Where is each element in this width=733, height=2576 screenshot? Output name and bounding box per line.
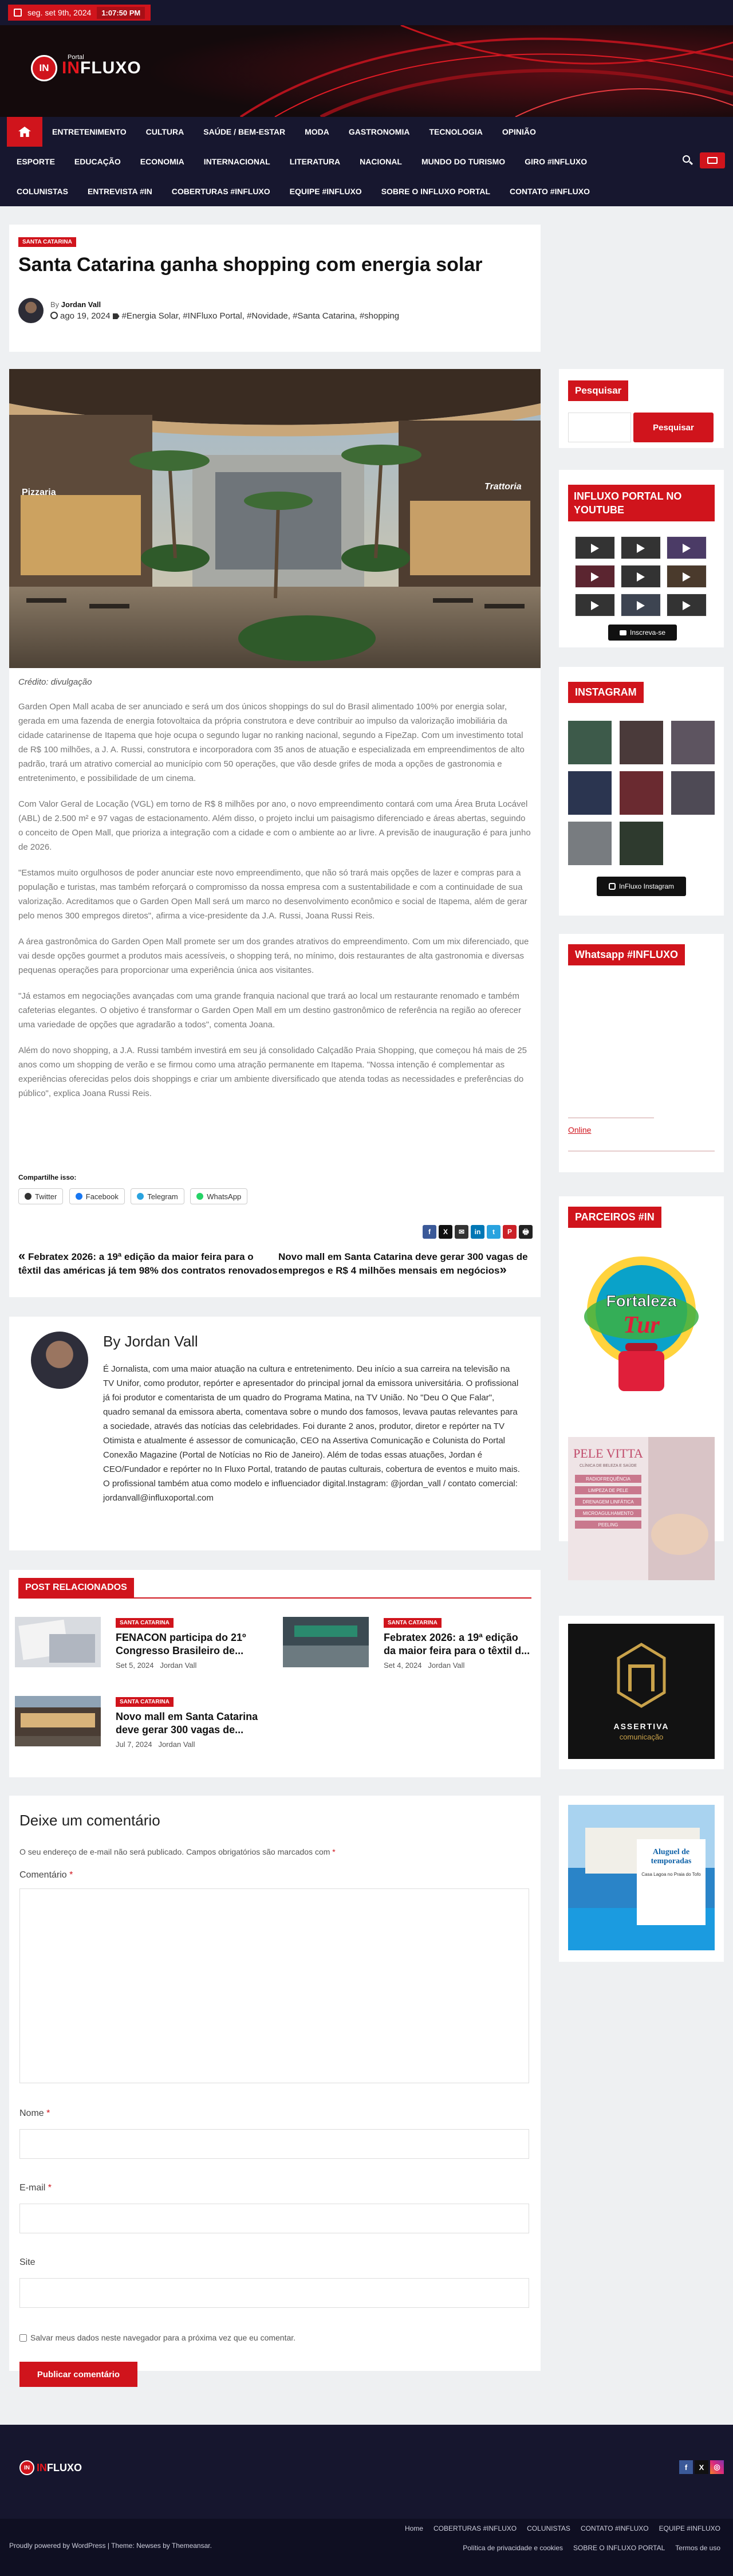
partners-widget-title: PARCEIROS #IN <box>568 1207 661 1228</box>
share-facebook-button[interactable]: Facebook <box>69 1188 125 1204</box>
youtube-video-thumb[interactable] <box>621 594 661 616</box>
nav-item[interactable]: OPINIÃO <box>502 127 536 136</box>
partner-ad-pele-vitta[interactable] <box>568 1437 715 1580</box>
logo-badge: IN <box>31 55 57 81</box>
print-icon[interactable]: 🖶 <box>519 1225 533 1239</box>
youtube-video-thumb[interactable] <box>575 536 615 559</box>
footer-link[interactable]: Termos de uso <box>675 2544 720 2552</box>
partner-ad2-service: MICROAGULHAMENTO <box>582 1511 634 1516</box>
search-widget-title: Pesquisar <box>568 380 628 401</box>
nav-item[interactable]: COLUNISTAS <box>17 187 68 196</box>
related-item[interactable] <box>15 1696 273 1753</box>
site-input[interactable] <box>19 2278 529 2308</box>
related-thumbnail <box>15 1696 101 1746</box>
nav-row-2 <box>7 147 597 176</box>
related-item[interactable] <box>15 1617 273 1674</box>
logo-portal-text: Portal <box>68 54 84 61</box>
nav-item[interactable]: GIRO #INFLUXO <box>525 157 588 166</box>
related-author[interactable]: Jordan Vall <box>428 1661 465 1670</box>
article-paragraph: "Já estamos em negociações avançadas com uma grande franquia nacional que trará ao local um restaurante renomado e também cafeterias elegantes. O objetivo é transformar o Garden Open Mall em um destino gastronômico de referência na região ao oferecer uma variedade de opções que agradarão a todos", comenta Joana. <box>18 991 521 1030</box>
author-box <box>9 1317 541 1550</box>
whatsapp-divider <box>568 1117 654 1118</box>
related-thumbnail <box>283 1617 369 1667</box>
monitor-icon[interactable] <box>700 152 725 168</box>
x-share-icon[interactable]: X <box>439 1225 452 1239</box>
instagram-widget-title: INSTAGRAM <box>568 682 644 703</box>
youtube-subscribe-button[interactable]: Inscreva-se <box>608 625 677 641</box>
article-title: Santa Catarina ganha shopping com energia solar <box>18 254 483 276</box>
search-icon[interactable] <box>683 155 693 166</box>
author-avatar[interactable] <box>18 298 44 323</box>
clock-icon <box>50 312 58 319</box>
name-input[interactable] <box>19 2129 529 2159</box>
assertiva-sub: comunicação <box>619 1733 664 1741</box>
double-left-arrow-icon: « <box>18 1248 26 1263</box>
instagram-icon <box>609 883 616 890</box>
double-right-arrow-icon: » <box>499 1262 507 1277</box>
nav-item[interactable]: GASTRONOMIA <box>348 127 410 136</box>
nav-item[interactable]: CONTATO #INFLUXO <box>510 187 590 196</box>
instagram-post[interactable] <box>568 822 612 865</box>
nav-item[interactable]: TECNOLOGIA <box>429 127 483 136</box>
related-title[interactable]: Febratex 2026: a 19ª edição da maior feira para o têxtil d... <box>384 1632 530 1656</box>
comment-form <box>9 1796 541 2379</box>
rental-ad-line3: Casa Lagoa no Praia do Tofo <box>641 1872 701 1877</box>
related-thumbnail <box>15 1617 101 1667</box>
youtube-video-thumb[interactable] <box>575 565 615 588</box>
footer-social <box>677 2460 724 2474</box>
related-title[interactable]: Novo mall em Santa Catarina deve gerar 300 vagas de... <box>116 1711 258 1735</box>
footer-link[interactable]: COLUNISTAS <box>527 2524 570 2532</box>
partner-ad-assertiva[interactable] <box>568 1624 715 1759</box>
article-body <box>9 369 541 1297</box>
author-box-avatar[interactable] <box>31 1332 88 1389</box>
youtube-video-thumb[interactable] <box>667 536 707 559</box>
nav-item[interactable]: INTERNACIONAL <box>203 157 270 166</box>
date-box <box>8 5 151 21</box>
email-share-icon[interactable]: ✉ <box>455 1225 468 1239</box>
related-item[interactable] <box>283 1617 541 1674</box>
nav-item[interactable]: ENTRETENIMENTO <box>52 127 127 136</box>
related-date: Jul 7, 2024 <box>116 1740 152 1749</box>
partner-ad2-service: DRENAGEM LINFÁTICA <box>582 1499 634 1505</box>
nav-item[interactable]: MUNDO DO TURISMO <box>421 157 506 166</box>
search-widget <box>559 369 724 448</box>
related-author[interactable]: Jordan Vall <box>160 1661 197 1670</box>
instagram-widget <box>559 667 724 916</box>
site-label: Site <box>19 2257 36 2267</box>
related-posts <box>9 1570 541 1777</box>
author-link[interactable]: Jordan Vall <box>61 300 101 309</box>
pinterest-share-icon[interactable]: P <box>503 1225 517 1239</box>
comment-label: Comentário * <box>19 1870 73 1880</box>
youtube-video-thumb[interactable] <box>667 565 707 588</box>
share-twitter-button[interactable]: Twitter <box>18 1188 63 1204</box>
footer-facebook-icon[interactable]: f <box>679 2460 693 2474</box>
footer-x-icon[interactable]: X <box>695 2460 708 2474</box>
name-label: Nome * <box>19 2108 50 2118</box>
image-sign-left: Pizzaria <box>22 488 56 497</box>
youtube-widget <box>559 470 724 647</box>
top-bar <box>0 0 733 25</box>
footer-link[interactable]: SOBRE O INFLUXO PORTAL <box>573 2544 665 2552</box>
related-category[interactable]: SANTA CATARINA <box>384 1618 442 1628</box>
share-label: Compartilhe isso: <box>18 1173 77 1181</box>
nav-item[interactable]: SAÚDE / BEM-ESTAR <box>203 127 286 136</box>
home-button[interactable] <box>7 117 42 147</box>
article-paragraph: A área gastronômica do Garden Open Mall promete ser um dos grandes atrativos do empreendimento. Com um mix diferenciado, que vai desde opções gourmet a produtos mais acessíveis, o shopping terá, no mínimo, dois restaurantes de alta gastronomia e diversas pequenas operações para proporcionar uma experiência única aos visitantes. <box>18 937 529 975</box>
nav-row-3 <box>7 176 600 206</box>
rental-ad-line1: Aluguel de <box>652 1848 690 1856</box>
email-input[interactable] <box>19 2204 529 2233</box>
instagram-post[interactable] <box>620 721 663 764</box>
partner-ad-rental[interactable] <box>568 1805 715 1950</box>
current-time: 1:07:50 PM <box>97 7 145 19</box>
footer-links-row-1 <box>395 2524 720 2532</box>
nav-item[interactable]: LITERATURA <box>289 157 341 166</box>
nav-item[interactable]: ENTREVISTA #IN <box>87 187 152 196</box>
article-paragraph: Com Valor Geral de Locação (VGL) em torno de R$ 8 milhões por ano, o novo empreendimento contará com uma Área Bruta Locável (ABL) de 2.500 m² e 97 vagas de estacionamento. Além disso, o projeto inclui um paisagismo diferenciado e áreas abertas, seguindo o conceito de Open Mall, que prioriza a integração com a cidade e com o ambiente ao ar livre. A previsão de inauguração é para junho de 2026. <box>18 799 531 852</box>
nav-item[interactable]: NACIONAL <box>360 157 402 166</box>
related-heading: POST RELACIONADOS <box>18 1578 134 1597</box>
youtube-video-thumb[interactable] <box>621 536 661 559</box>
comment-textarea[interactable] <box>19 1888 529 2083</box>
sidebar-search-input[interactable] <box>568 413 631 442</box>
article-tags[interactable]: #Energia Solar, #INFluxo Portal, #Novidade, #Santa Catarina, #shopping <box>121 311 400 321</box>
calendar-icon <box>14 9 22 17</box>
whatsapp-widget-title: Whatsapp #INFLUXO <box>568 944 685 965</box>
whatsapp-widget <box>559 934 724 1172</box>
next-post-link[interactable]: Novo mall em Santa Catarina deve gerar 300 vagas de empregos e R$ 4 milhões mensais em negócios» <box>278 1251 528 1277</box>
by-label: By <box>50 300 60 309</box>
related-author[interactable]: Jordan Vall <box>158 1740 195 1749</box>
logo-wordmark: INFLUXO <box>62 58 141 77</box>
youtube-icon <box>620 630 626 635</box>
instagram-post[interactable] <box>671 721 715 764</box>
nav-item[interactable]: EQUIPE #INFLUXO <box>289 187 362 196</box>
assertiva-ad-widget <box>559 1616 724 1769</box>
email-label: E-mail * <box>19 2183 52 2193</box>
article-paragraph: Além do novo shopping, a J.A. Russi também investirá em seu já consolidado Calçadão Praia Shopping, que começou há mais de 25 anos como um shopping de verão e se firmou como uma atração permanente em Itapema. "Nossa intenção é complementar as experiências oferecidas pelos dois shoppings e criar um ambiente diversificado que atenda todas as necessidades e preferências do público", explica Joana Russi Reis. <box>18 1046 527 1098</box>
nav-row-1 <box>7 117 546 147</box>
save-data-checkbox[interactable] <box>19 2334 27 2342</box>
partners-widget <box>559 1196 724 1541</box>
main-navigation <box>0 117 733 206</box>
instagram-post[interactable] <box>620 822 663 865</box>
current-date: seg. set 9th, 2024 <box>27 8 92 17</box>
youtube-video-thumb[interactable] <box>667 594 707 616</box>
partner-ad-fortaleza-tur[interactable] <box>568 1231 715 1403</box>
related-category[interactable]: SANTA CATARINA <box>116 1697 174 1707</box>
related-date: Set 4, 2024 <box>384 1661 422 1670</box>
nav-item[interactable]: ESPORTE <box>17 157 55 166</box>
linkedin-share-icon[interactable]: in <box>471 1225 484 1239</box>
image-credit: Crédito: divulgação <box>18 677 92 687</box>
instagram-post[interactable] <box>620 771 663 815</box>
nav-item[interactable]: EDUCAÇÃO <box>74 157 121 166</box>
article-header <box>9 225 541 352</box>
youtube-video-thumb[interactable] <box>575 594 615 616</box>
comment-note: O seu endereço de e-mail não será publicado. Campos obrigatórios são marcados com * <box>19 1847 336 1856</box>
nav-item[interactable]: ECONOMIA <box>140 157 184 166</box>
image-sign-right: Trattoria <box>484 482 522 492</box>
footer-link[interactable]: EQUIPE #INFLUXO <box>659 2524 720 2532</box>
footer-link[interactable]: Política de privacidade e cookies <box>463 2544 563 2552</box>
related-date: Set 5, 2024 <box>116 1661 154 1670</box>
footer-logo-badge: IN <box>19 2460 34 2475</box>
home-icon <box>18 127 31 137</box>
site-header <box>0 25 733 117</box>
article-paragraph: Garden Open Mall acaba de ser anunciado e será um dos únicos shoppings do sul do Brasil alimentado 100% por energia solar, gerada em uma fazenda de energia fotovoltaica da própria construtora e deve contribuir ao impulso da valorização imobiliária da cidade catarinense de Itapema que hoje ocupa o segundo lugar no ranking nacional, segundo a FipeZap. Com um investimento total de R$ 100 milhões, a J. A. Russi, construtora e incorporadora com 35 anos de atuação e especializada em empreendimentos de alto padrão, trará um atrativo comercial ao município com 50 operações, que vão desde grifes de moda a opções de gastronomia e entretenimento, e possibilidade de um cinema. <box>18 702 525 783</box>
footer-bottom-bar <box>0 2519 733 2576</box>
facebook-icon <box>76 1193 82 1200</box>
save-data-checkbox-label[interactable]: Salvar meus dados neste navegador para a próxima vez que eu comentar. <box>19 2333 295 2342</box>
partner-ad-title: Fortaleza <box>606 1292 677 1310</box>
comment-heading: Deixe um comentário <box>19 1812 160 1829</box>
featured-image <box>9 369 541 668</box>
footer-logo[interactable]: IN INFLUXO <box>19 2460 82 2475</box>
whatsapp-divider <box>568 1150 715 1152</box>
youtube-widget-title: INFLUXO PORTAL NO YOUTUBE <box>568 485 715 521</box>
telegram-icon <box>137 1193 144 1200</box>
partner-ad2-service: PEELING <box>598 1522 618 1527</box>
submit-comment-button[interactable]: Publicar comentário <box>19 2362 137 2387</box>
rental-ad-widget <box>559 1796 724 1962</box>
instagram-post[interactable] <box>568 721 612 764</box>
instagram-post[interactable] <box>671 771 715 815</box>
nav-item[interactable]: CULTURA <box>145 127 184 136</box>
nav-item[interactable]: COBERTURAS #INFLUXO <box>171 187 270 196</box>
instagram-post[interactable] <box>568 771 612 815</box>
partner-ad2-service: RADIOFREQUÊNCIA <box>586 1477 630 1482</box>
partner-ad2-title: PELE VITTA <box>573 1446 643 1460</box>
powered-by: Proudly powered by WordPress | Theme: Newses by Themeansar. <box>9 2542 212 2550</box>
site-logo[interactable] <box>31 55 141 81</box>
footer-instagram-icon[interactable]: ◎ <box>710 2460 724 2474</box>
author-bio: É Jornalista, com uma maior atuação na cultura e entretenimento. Deu início a sua carreira na televisão na TV Unifor, como produtor, repórter e apresentador do principal jornal da emissora universitária. O profissional já foi produtor e comentarista de um quadro do Programa Matina, na TV União. No "Deu O Que Falar", quadro semanal da emissora aberta, comentava sobre o mundo dos famosos, levava pautas relevantes para a sociedade, através das notícias das celebridades. Foi durante 2 anos, produtor, diretor e repórter na TV Otimista e atualmente é assessor de comunicação, CEO na Assertiva Comunicação e Colunista do Portal Conexão Magazine (Portal de Notícias no Rio de Janeiro). Além de todas essas atuações, Jordan é CEO/Fundador e repórter no In Fluxo Portal, tratando de pautas culturais, cobertura de eventos e muito mais. O profissional também atua como modelo e influenciador digital.Instagram: @jordan_vall / contato comercial: jordanvall@influxoportal.com <box>103 1364 520 1503</box>
facebook-share-icon[interactable]: f <box>423 1225 436 1239</box>
footer-link[interactable]: COBERTURAS #INFLUXO <box>433 2524 517 2532</box>
assertiva-name: ASSERTIVA <box>613 1722 669 1731</box>
article-date: ago 19, 2024 <box>60 311 111 321</box>
whatsapp-online-link[interactable]: Online <box>568 1125 592 1134</box>
author-box-name[interactable]: By Jordan Vall <box>103 1333 198 1350</box>
partner-ad2-subtitle: CLÍNICA DE BELEZA E SAÚDE <box>580 1464 637 1468</box>
tag-icon <box>113 313 120 319</box>
previous-post-link[interactable]: « Febratex 2026: a 19ª edição da maior feira para o têxtil das américas já tem 98% dos contratos renovados <box>18 1248 278 1276</box>
whatsapp-icon <box>196 1193 203 1200</box>
sidebar-search-button[interactable]: Pesquisar <box>633 413 714 442</box>
telegram-share-icon[interactable]: t <box>487 1225 501 1239</box>
nav-item[interactable]: SOBRE O INFLUXO PORTAL <box>381 187 491 196</box>
share-whatsapp-button[interactable]: WhatsApp <box>190 1188 247 1204</box>
youtube-video-thumb[interactable] <box>621 565 661 588</box>
rental-ad-line2: temporadas <box>651 1857 692 1866</box>
partner-ad2-service: LIMPEZA DE PELE <box>588 1488 628 1493</box>
footer-link[interactable]: Home <box>404 2524 423 2532</box>
instagram-follow-button[interactable]: InFluxo Instagram <box>597 877 686 896</box>
related-category[interactable]: SANTA CATARINA <box>116 1618 174 1628</box>
footer-link[interactable]: CONTATO #INFLUXO <box>580 2524 649 2532</box>
category-tag[interactable]: SANTA CATARINA <box>18 237 76 247</box>
article-meta <box>18 298 399 323</box>
related-title[interactable]: FENACON participa do 21º Congresso Brasileiro de... <box>116 1632 246 1656</box>
nav-item[interactable]: MODA <box>305 127 329 136</box>
footer-links-row-2 <box>452 2544 720 2552</box>
partner-ad-subtitle: Tur <box>623 1312 660 1338</box>
twitter-icon <box>25 1193 31 1200</box>
article-paragraph: "Estamos muito orgulhosos de poder anunciar este novo empreendimento, que não só trará mais opções de lazer e compras para a população e turistas, mas também reforçará o compromisso da nossa empresa com a sustentabilidade e com a continuidade de sua valorização. Acreditamos que o Garden Open Mall será um marco no desenvolvimento econômico e social de Itapema, além de gerar pelo menos 300 empregos diretos", afirma a vice-presidente da J.A. Russi, Joana Russi Reis. <box>18 868 527 921</box>
share-telegram-button[interactable]: Telegram <box>131 1188 184 1204</box>
